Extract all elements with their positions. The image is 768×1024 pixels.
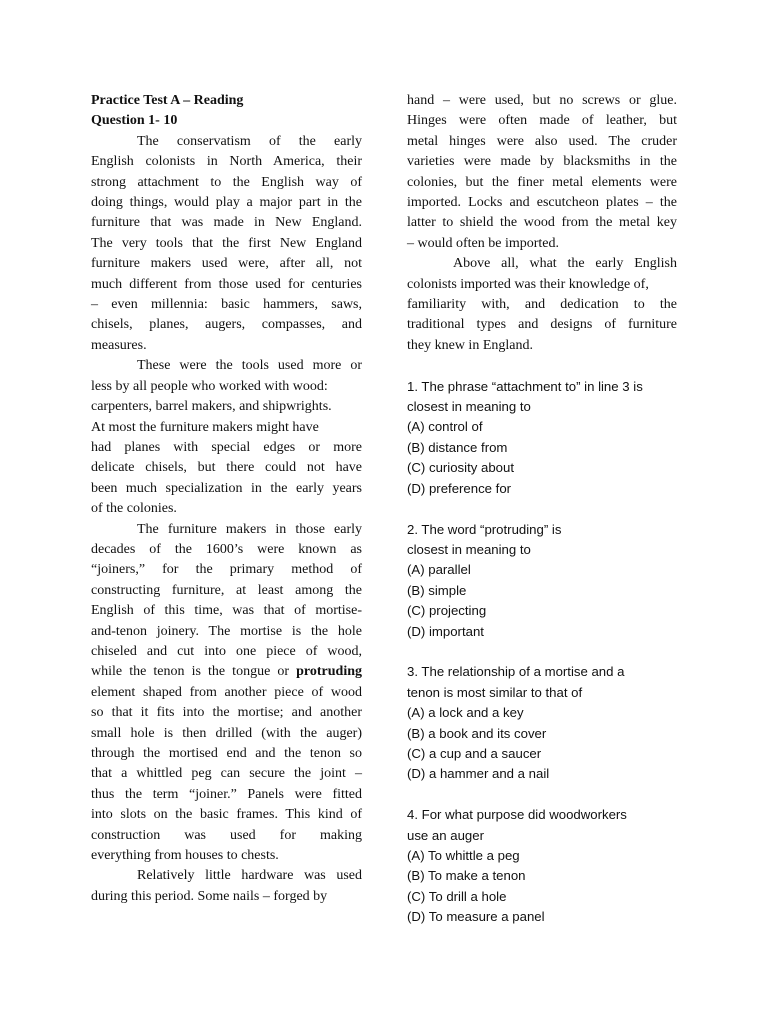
passage-line: – even millennia: basic hammers, saws,	[91, 297, 362, 313]
answer-option: (B) To make a tenon	[407, 868, 526, 884]
passage-line: hand – were used, but no screws or glue.	[407, 93, 677, 108]
question-item	[407, 662, 677, 784]
passage-line: measures.	[91, 337, 147, 353]
answer-option: (D) important	[407, 623, 484, 639]
question-item	[407, 377, 677, 499]
question-item	[407, 805, 677, 927]
passage-line: element shaped from another piece of wood	[91, 684, 362, 700]
left-column	[91, 91, 362, 907]
passage-line: The furniture makers in those early	[137, 521, 362, 537]
passage-line: The very tools that the first New England	[91, 235, 362, 251]
passage-line: chisels, planes, augers, compasses, and	[91, 317, 362, 333]
passage-line: These were the tools used more or	[137, 358, 362, 374]
question-stem: 3. The relationship of a mortise and a	[407, 664, 625, 680]
passage-line: less by all people who worked with wood:	[91, 378, 328, 394]
answer-option: (A) control of	[407, 419, 483, 435]
passage-line: carpenters, barrel makers, and shipwrights.	[91, 399, 332, 415]
question-range: Question 1- 10	[91, 113, 178, 129]
passage-line: colonies, but the finer metal elements were	[407, 174, 677, 190]
passage-line: constructing furniture, at least among the	[91, 582, 362, 598]
passage-line: “joiners,” for the primary method of	[91, 562, 362, 578]
passage-line: construction was used for making	[91, 827, 362, 843]
passage-line: so that it fits into the mortise; and another	[91, 705, 362, 721]
answer-option: (D) To measure a panel	[407, 909, 545, 925]
answer-option: (C) projecting	[407, 603, 487, 619]
passage-line: furniture that was made in New England.	[91, 215, 362, 231]
passage-line: Hinges were often made of leather, but	[407, 113, 677, 129]
passage-line: latter to shield the wood from the metal key	[407, 215, 677, 231]
passage-line: – would often be imported.	[407, 235, 560, 251]
passage-line: chiseled and cut into one piece of wood,	[91, 643, 362, 659]
question-stem: 2. The word “protruding” is	[407, 521, 562, 537]
passage-line: Above all, what the early English	[453, 256, 677, 272]
passage-line: small hole is then drilled (with the auger)	[91, 725, 362, 741]
passage-line: The conservatism of the early	[137, 133, 362, 149]
passage-line: colonists imported was their knowledge of,	[407, 276, 649, 292]
answer-option: (B) simple	[407, 582, 467, 598]
passage-line: imported. Locks and escutcheon plates – the	[407, 195, 677, 211]
passage-line: through the mortised end and the tenon so	[91, 746, 362, 761]
document-title: Practice Test A – Reading	[91, 93, 244, 108]
question-stem: closest in meaning to	[407, 541, 531, 557]
passage-line: been much specialization in the early years	[91, 480, 362, 496]
answer-option: (C) To drill a hole	[407, 888, 507, 904]
passage-line: traditional types and designs of furniture	[407, 317, 677, 333]
passage-line: strong attachment to the English way of	[91, 174, 362, 190]
passage-line: much different from those used for centuries	[91, 276, 362, 292]
right-column	[407, 91, 677, 928]
passage-line: and-tenon joinery. The mortise is the hole	[91, 623, 362, 639]
answer-option: (A) a lock and a key	[407, 705, 524, 721]
passage-line: while the tenon is the tongue or protruding	[91, 664, 362, 680]
answer-option: (A) To whittle a peg	[407, 847, 520, 863]
highlighted-word: protruding	[296, 664, 362, 680]
passage-line: metal hinges were also used. The cruder	[407, 133, 677, 149]
question-stem: tenon is most similar to that of	[407, 684, 583, 700]
question-stem: 1. The phrase “attachment to” in line 3 is	[407, 378, 643, 394]
passage-line: of the colonies.	[91, 501, 177, 517]
passage-line: decades of the 1600’s were known as	[91, 541, 362, 557]
question-stem: 4. For what purpose did woodworkers	[407, 807, 627, 823]
passage-line: had planes with special edges or more	[91, 439, 362, 455]
passage-line: Relatively little hardware was used	[137, 868, 362, 884]
question-stem: use an auger	[407, 827, 484, 843]
questions-list	[407, 377, 677, 928]
answer-option: (C) a cup and a saucer	[407, 745, 542, 761]
question-stem: closest in meaning to	[407, 399, 531, 415]
answer-option: (A) parallel	[407, 562, 471, 578]
passage-line: they knew in England.	[407, 337, 533, 353]
passage-line: familiarity with, and dedication to the	[407, 297, 677, 313]
question-item	[407, 520, 677, 642]
passage-line: varieties were made by blacksmiths in the	[407, 154, 677, 170]
passage-line: into slots on the basic frames. This kind of	[91, 807, 362, 823]
passage-line: delicate chisels, but there could not have	[91, 460, 362, 476]
passage-right	[407, 91, 677, 356]
passage-line: doing things, would play a major part in the	[91, 195, 362, 211]
answer-option: (B) distance from	[407, 439, 508, 455]
answer-option: (D) preference for	[407, 480, 512, 496]
passage-line: during this period. Some nails – forged by	[91, 888, 328, 904]
passage-line: thus the term “joiner.” Panels were fitted	[91, 786, 362, 802]
passage-line: that a whittled peg can secure the joint –	[91, 766, 362, 782]
answer-option: (D) a hammer and a nail	[407, 766, 550, 782]
passage-left	[91, 132, 362, 907]
passage-line: English of this time, was that of mortise-	[91, 603, 362, 619]
answer-option: (B) a book and its cover	[407, 725, 547, 741]
passage-line: At most the furniture makers might have	[91, 419, 319, 435]
passage-line: everything from houses to chests.	[91, 848, 279, 864]
passage-line: furniture makers used were, after all, not	[91, 256, 362, 272]
answer-option: (C) curiosity about	[407, 460, 515, 476]
passage-line: English colonists in North America, their	[91, 154, 362, 170]
